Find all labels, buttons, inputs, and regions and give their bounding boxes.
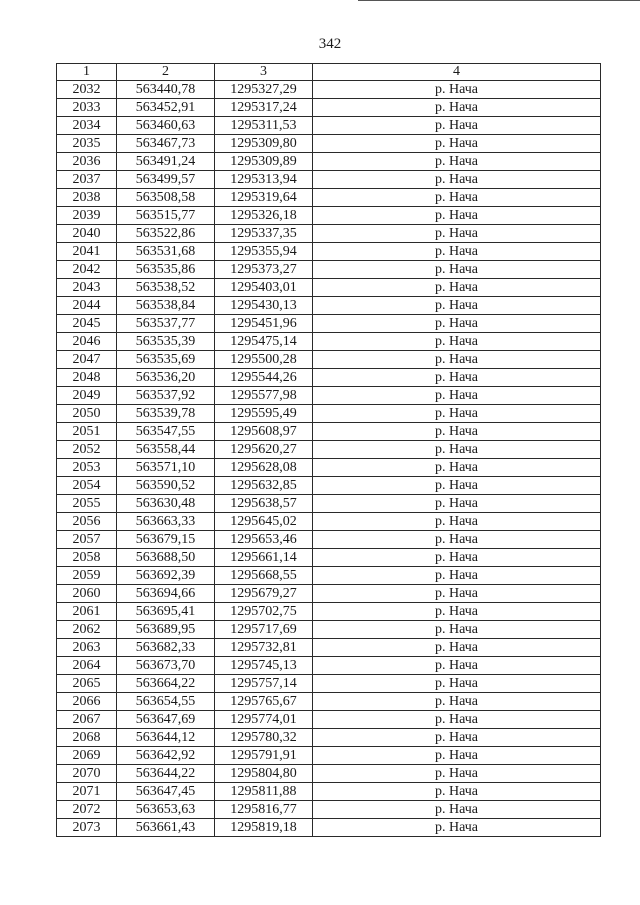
description-cell: р. Нача [313,315,601,333]
description-cell: р. Нача [313,99,601,117]
point-number-cell: 2036 [57,153,117,171]
point-number-cell: 2068 [57,729,117,747]
table-header-row [57,64,601,81]
x-coordinate-cell: 563452,91 [117,99,215,117]
point-number-cell: 2033 [57,99,117,117]
x-coordinate-cell: 563515,77 [117,207,215,225]
x-coordinate-cell: 563499,57 [117,171,215,189]
y-coordinate-cell: 1295313,94 [215,171,313,189]
point-number-cell: 2071 [57,783,117,801]
y-coordinate-cell: 1295403,01 [215,279,313,297]
description-cell: р. Нача [313,171,601,189]
description-cell: р. Нача [313,405,601,423]
y-coordinate-cell: 1295780,32 [215,729,313,747]
x-coordinate-cell: 563539,78 [117,405,215,423]
y-coordinate-cell: 1295791,91 [215,747,313,765]
description-cell: р. Нача [313,135,601,153]
table-row [57,81,601,99]
x-coordinate-cell: 563508,58 [117,189,215,207]
y-coordinate-cell: 1295337,35 [215,225,313,243]
y-coordinate-cell: 1295804,80 [215,765,313,783]
description-cell: р. Нача [313,153,601,171]
description-cell: р. Нача [313,441,601,459]
y-coordinate-cell: 1295355,94 [215,243,313,261]
point-number-cell: 2062 [57,621,117,639]
table-row [57,261,601,279]
table-row [57,225,601,243]
description-cell: р. Нача [313,189,601,207]
point-number-cell: 2048 [57,369,117,387]
y-coordinate-cell: 1295327,29 [215,81,313,99]
y-coordinate-cell: 1295475,14 [215,333,313,351]
y-coordinate-cell: 1295816,77 [215,801,313,819]
point-number-cell: 2072 [57,801,117,819]
x-coordinate-cell: 563571,10 [117,459,215,477]
y-coordinate-cell: 1295595,49 [215,405,313,423]
x-coordinate-cell: 563538,52 [117,279,215,297]
y-coordinate-cell: 1295668,55 [215,567,313,585]
point-number-cell: 2038 [57,189,117,207]
y-coordinate-cell: 1295500,28 [215,351,313,369]
description-cell: р. Нача [313,279,601,297]
table-row [57,117,601,135]
point-number-cell: 2042 [57,261,117,279]
description-cell: р. Нача [313,387,601,405]
y-coordinate-cell: 1295702,75 [215,603,313,621]
table-row [57,279,601,297]
x-coordinate-cell: 563647,69 [117,711,215,729]
y-coordinate-cell: 1295544,26 [215,369,313,387]
table-row [57,387,601,405]
x-coordinate-cell: 563644,22 [117,765,215,783]
x-coordinate-cell: 563664,22 [117,675,215,693]
table-row [57,153,601,171]
x-coordinate-cell: 563630,48 [117,495,215,513]
x-coordinate-cell: 563642,92 [117,747,215,765]
table-row [57,135,601,153]
y-coordinate-cell: 1295373,27 [215,261,313,279]
description-cell: р. Нача [313,585,601,603]
x-coordinate-cell: 563558,44 [117,441,215,459]
x-coordinate-cell: 563537,77 [117,315,215,333]
x-coordinate-cell: 563688,50 [117,549,215,567]
description-cell: р. Нача [313,531,601,549]
description-cell: р. Нача [313,765,601,783]
table-body [57,64,601,837]
coordinates-table [56,63,601,837]
x-coordinate-cell: 563537,92 [117,387,215,405]
point-number-cell: 2040 [57,225,117,243]
x-coordinate-cell: 563440,78 [117,81,215,99]
description-cell: р. Нача [313,747,601,765]
table-row [57,495,601,513]
y-coordinate-cell: 1295732,81 [215,639,313,657]
table-row [57,207,601,225]
description-cell: р. Нача [313,819,601,837]
x-coordinate-cell: 563653,63 [117,801,215,819]
y-coordinate-cell: 1295430,13 [215,297,313,315]
table-row [57,243,601,261]
table-row [57,819,601,837]
point-number-cell: 2047 [57,351,117,369]
y-coordinate-cell: 1295628,08 [215,459,313,477]
description-cell: р. Нача [313,333,601,351]
point-number-cell: 2066 [57,693,117,711]
description-cell: р. Нача [313,495,601,513]
point-number-cell: 2039 [57,207,117,225]
table-row [57,657,601,675]
table-row [57,477,601,495]
description-cell: р. Нача [313,729,601,747]
point-number-cell: 2041 [57,243,117,261]
table-row [57,441,601,459]
x-coordinate-cell: 563694,66 [117,585,215,603]
description-cell: р. Нача [313,693,601,711]
table-row [57,801,601,819]
point-number-cell: 2035 [57,135,117,153]
point-number-cell: 2050 [57,405,117,423]
x-coordinate-cell: 563682,33 [117,639,215,657]
point-number-cell: 2064 [57,657,117,675]
y-coordinate-cell: 1295765,67 [215,693,313,711]
description-cell: р. Нача [313,783,601,801]
point-number-cell: 2056 [57,513,117,531]
description-cell: р. Нача [313,639,601,657]
x-coordinate-cell: 563460,63 [117,117,215,135]
description-cell: р. Нача [313,81,601,99]
description-cell: р. Нача [313,243,601,261]
table-row [57,567,601,585]
x-coordinate-cell: 563679,15 [117,531,215,549]
y-coordinate-cell: 1295620,27 [215,441,313,459]
table-row [57,189,601,207]
table-row [57,621,601,639]
table-row [57,171,601,189]
x-coordinate-cell: 563644,12 [117,729,215,747]
point-number-cell: 2054 [57,477,117,495]
table-row [57,333,601,351]
description-cell: р. Нача [313,351,601,369]
description-cell: р. Нача [313,207,601,225]
x-coordinate-cell: 563695,41 [117,603,215,621]
y-coordinate-cell: 1295661,14 [215,549,313,567]
y-coordinate-cell: 1295717,69 [215,621,313,639]
table-row [57,639,601,657]
y-coordinate-cell: 1295577,98 [215,387,313,405]
table-row [57,351,601,369]
description-cell: р. Нача [313,117,601,135]
y-coordinate-cell: 1295319,64 [215,189,313,207]
table-row [57,315,601,333]
point-number-cell: 2034 [57,117,117,135]
table-row [57,711,601,729]
point-number-cell: 2073 [57,819,117,837]
description-cell: р. Нача [313,801,601,819]
x-coordinate-cell: 563689,95 [117,621,215,639]
point-number-cell: 2052 [57,441,117,459]
table-row [57,729,601,747]
point-number-cell: 2045 [57,315,117,333]
table-row [57,531,601,549]
table-row [57,405,601,423]
description-cell: р. Нача [313,603,601,621]
description-cell: р. Нача [313,675,601,693]
description-cell: р. Нача [313,513,601,531]
description-cell: р. Нача [313,423,601,441]
point-number-cell: 2058 [57,549,117,567]
x-coordinate-cell: 563654,55 [117,693,215,711]
table-row [57,423,601,441]
y-coordinate-cell: 1295819,18 [215,819,313,837]
description-cell: р. Нача [313,369,601,387]
x-coordinate-cell: 563673,70 [117,657,215,675]
y-coordinate-cell: 1295679,27 [215,585,313,603]
description-cell: р. Нача [313,477,601,495]
y-coordinate-cell: 1295811,88 [215,783,313,801]
y-coordinate-cell: 1295309,89 [215,153,313,171]
x-coordinate-cell: 563467,73 [117,135,215,153]
x-coordinate-cell: 563538,84 [117,297,215,315]
description-cell: р. Нача [313,657,601,675]
x-coordinate-cell: 563522,86 [117,225,215,243]
description-cell: р. Нача [313,711,601,729]
description-cell: р. Нача [313,297,601,315]
point-number-cell: 2067 [57,711,117,729]
y-coordinate-cell: 1295451,96 [215,315,313,333]
point-number-cell: 2032 [57,81,117,99]
x-coordinate-cell: 563536,20 [117,369,215,387]
column-header: 2 [117,64,215,81]
point-number-cell: 2059 [57,567,117,585]
table-row [57,585,601,603]
column-header: 4 [313,64,601,81]
x-coordinate-cell: 563647,45 [117,783,215,801]
description-cell: р. Нача [313,459,601,477]
point-number-cell: 2049 [57,387,117,405]
page-number: 342 [318,36,342,52]
y-coordinate-cell: 1295774,01 [215,711,313,729]
y-coordinate-cell: 1295653,46 [215,531,313,549]
point-number-cell: 2057 [57,531,117,549]
y-coordinate-cell: 1295311,53 [215,117,313,135]
table-row [57,459,601,477]
column-header: 3 [215,64,313,81]
page-top-edge [358,0,640,1]
y-coordinate-cell: 1295757,14 [215,675,313,693]
column-header: 1 [57,64,117,81]
point-number-cell: 2069 [57,747,117,765]
y-coordinate-cell: 1295745,13 [215,657,313,675]
x-coordinate-cell: 563535,39 [117,333,215,351]
point-number-cell: 2043 [57,279,117,297]
y-coordinate-cell: 1295638,57 [215,495,313,513]
x-coordinate-cell: 563590,52 [117,477,215,495]
description-cell: р. Нача [313,621,601,639]
table-row [57,675,601,693]
table-row [57,549,601,567]
table-row [57,99,601,117]
point-number-cell: 2053 [57,459,117,477]
point-number-cell: 2065 [57,675,117,693]
table-row [57,297,601,315]
description-cell: р. Нача [313,549,601,567]
x-coordinate-cell: 563663,33 [117,513,215,531]
y-coordinate-cell: 1295608,97 [215,423,313,441]
x-coordinate-cell: 563535,69 [117,351,215,369]
table-row [57,513,601,531]
x-coordinate-cell: 563535,86 [117,261,215,279]
point-number-cell: 2044 [57,297,117,315]
point-number-cell: 2070 [57,765,117,783]
point-number-cell: 2060 [57,585,117,603]
table-row [57,765,601,783]
table-row [57,783,601,801]
description-cell: р. Нача [313,225,601,243]
description-cell: р. Нача [313,261,601,279]
table-row [57,369,601,387]
table-row [57,603,601,621]
point-number-cell: 2061 [57,603,117,621]
point-number-cell: 2063 [57,639,117,657]
x-coordinate-cell: 563692,39 [117,567,215,585]
x-coordinate-cell: 563491,24 [117,153,215,171]
y-coordinate-cell: 1295309,80 [215,135,313,153]
y-coordinate-cell: 1295326,18 [215,207,313,225]
point-number-cell: 2051 [57,423,117,441]
x-coordinate-cell: 563531,68 [117,243,215,261]
x-coordinate-cell: 563661,43 [117,819,215,837]
x-coordinate-cell: 563547,55 [117,423,215,441]
y-coordinate-cell: 1295317,24 [215,99,313,117]
point-number-cell: 2037 [57,171,117,189]
table-row [57,747,601,765]
y-coordinate-cell: 1295645,02 [215,513,313,531]
y-coordinate-cell: 1295632,85 [215,477,313,495]
point-number-cell: 2055 [57,495,117,513]
description-cell: р. Нача [313,567,601,585]
table-row [57,693,601,711]
point-number-cell: 2046 [57,333,117,351]
